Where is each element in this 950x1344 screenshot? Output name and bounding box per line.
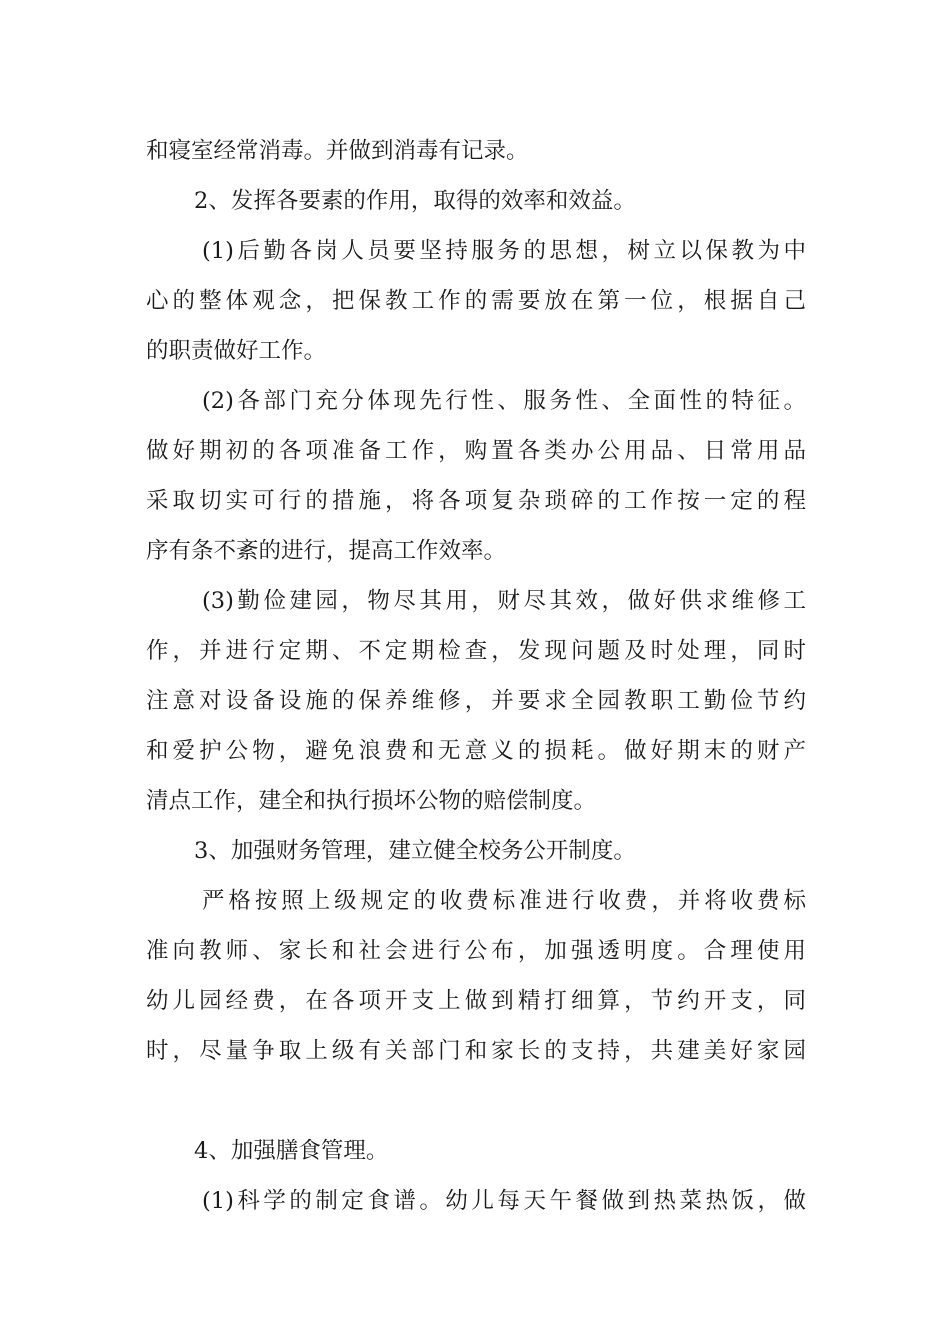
section-heading: 2、发挥各要素的作用，取得的效率和效益。: [194, 188, 636, 214]
paragraph-line: (3)勤俭建园，物尽其用，财尽其效，做好供求维修工: [202, 588, 806, 614]
paragraph-line: 心的整体观念，把保教工作的需要放在第一位，根据自己: [146, 288, 806, 314]
paragraph-line: 和爱护公物，避免浪费和无意义的损耗。做好期末的财产: [146, 738, 806, 764]
paragraph-line: 和寝室经常消毒。并做到消毒有记录。: [146, 138, 529, 164]
paragraph-line: 作，并进行定期、不定期检查，发现问题及时处理，同时: [146, 638, 806, 664]
paragraph-line: 做好期初的各项准备工作，购置各类办公用品、日常用品: [146, 438, 806, 464]
paragraph-line: 幼儿园经费，在各项开支上做到精打细算，节约开支，同: [146, 988, 806, 1014]
section-heading: 3、加强财务管理，建立健全校务公开制度。: [194, 838, 636, 864]
paragraph-line: 严格按照上级规定的收费标准进行收费，并将收费标: [202, 888, 806, 914]
paragraph-line: (1)科学的制定食谱。幼儿每天午餐做到热菜热饭，做: [202, 1188, 806, 1214]
paragraph-line: 时，尽量争取上级有关部门和家长的支持，共建美好家园: [146, 1038, 806, 1064]
paragraph-line: 注意对设备设施的保养维修，并要求全园教职工勤俭节约: [146, 688, 806, 714]
paragraph-line: 清点工作，建全和执行损坏公物的赔偿制度。: [146, 788, 597, 814]
blank-line: [146, 1076, 806, 1126]
section-heading: 4、加强膳食管理。: [194, 1138, 389, 1164]
paragraph-line: 序有条不紊的进行，提高工作效率。: [146, 538, 507, 564]
paragraph-line: 准向教师、家长和社会进行公布，加强透明度。合理使用: [146, 938, 806, 964]
body-text: [146, 126, 806, 1226]
paragraph-line: (2)各部门充分体现先行性、服务性、全面性的特征。: [202, 388, 806, 414]
paragraph-line: (1)后勤各岗人员要坚持服务的思想，树立以保教为中: [202, 238, 806, 264]
paragraph-line: 的职责做好工作。: [146, 338, 327, 364]
paragraph-line: 采取切实可行的措施，将各项复杂琐碎的工作按一定的程: [146, 488, 806, 514]
